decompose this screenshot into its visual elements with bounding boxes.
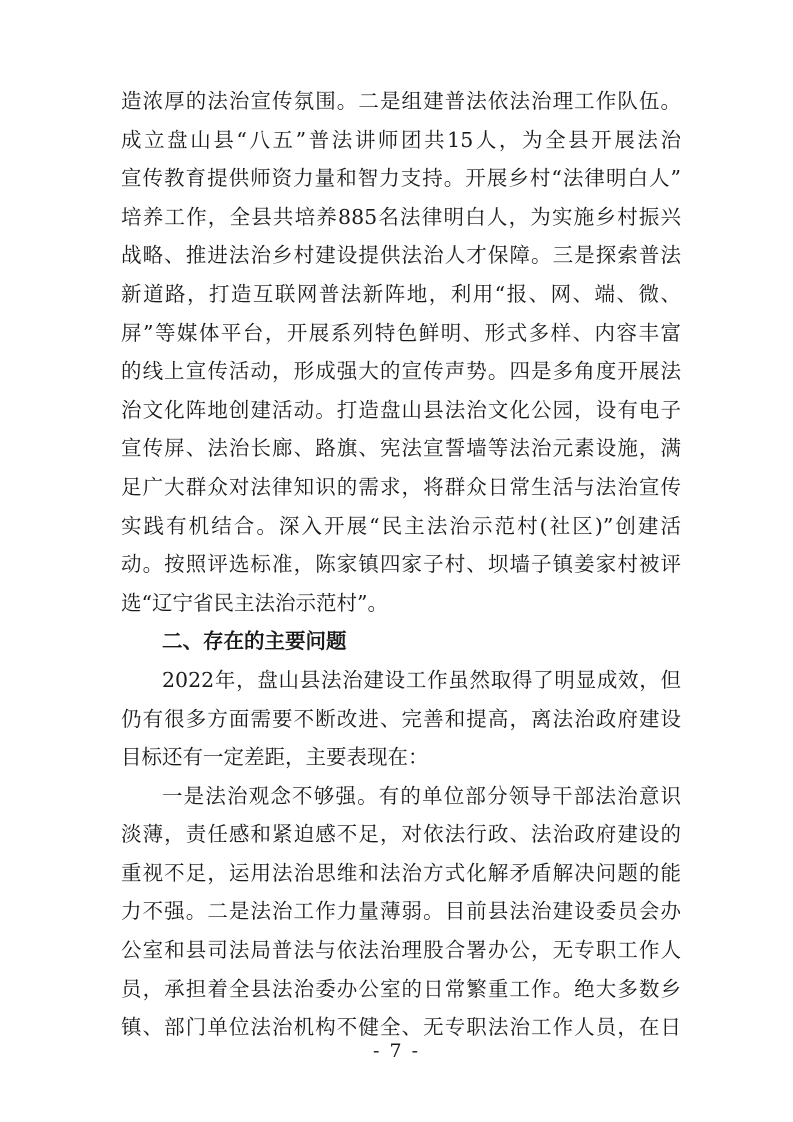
paragraph-line: 的线上宣传活动，形成强大的宣传声势。四是多角度开展法 (121, 359, 681, 384)
paragraph-line: 淡薄，责任感和紧迫感不足，对依法行政、法治政府建设的 (121, 822, 681, 847)
paragraph-line: 战略、推进法治乡村建设提供法治人才保障。三是探索普法 (121, 243, 681, 268)
paragraph-line: 培养工作，全县共培养885名法律明白人，为实施乡村振兴 (121, 204, 681, 229)
paragraph-line: 员，承担着全县法治委办公室的日常繁重工作。绝大多数乡 (121, 976, 681, 1001)
paragraph-line: 实践有机结合。深入开展“民主法治示范村(社区)”创建活 (121, 513, 681, 538)
paragraph-line: 力不强。二是法治工作力量薄弱。目前县法治建设委员会办 (121, 899, 681, 924)
paragraph-line: 治文化阵地创建活动。打造盘山县法治文化公园，设有电子 (121, 397, 681, 422)
paragraph-line: 宣传屏、法治长廊、路旗、宪法宣誓墙等法治元素设施，满 (121, 436, 681, 461)
paragraph-line: 重视不足，运用法治思维和法治方式化解矛盾解决问题的能 (121, 860, 681, 885)
paragraph-line: 宣传教育提供师资力量和智力支持。开展乡村“法律明白人” (121, 166, 681, 191)
paragraph-line: 2022年，盘山县法治建设工作虽然取得了明显成效，但 (162, 667, 681, 692)
paragraph-line: 仍有很多方面需要不断改进、完善和提高，离法治政府建设 (121, 706, 681, 731)
paragraph-line: 足广大群众对法律知识的需求，将群众日常生活与法治宣传 (121, 474, 681, 499)
paragraph-line: 造浓厚的法治宣传氛围。二是组建普法依法治理工作队伍。 (121, 89, 681, 113)
document-body (121, 82, 681, 1047)
paragraph-line: 新道路，打造互联网普法新阵地，利用“报、网、端、微、 (121, 281, 681, 306)
paragraph-line: 选“辽宁省民主法治示范村”。 (121, 590, 388, 615)
section-heading: 二、存在的主要问题 (162, 629, 347, 654)
paragraph-line: 目标还有一定差距，主要表现在： (121, 745, 429, 770)
page-number: - 7 - (372, 1040, 420, 1062)
paragraph-line: 一是法治观念不够强。有的单位部分领导干部法治意识 (162, 783, 681, 808)
paragraph-line: 成立盘山县“八五”普法讲师团共15人，为全县开展法治 (121, 127, 681, 152)
paragraph-line: 动。按照评选标准，陈家镇四家子村、坝墙子镇姜家村被评 (121, 552, 681, 577)
paragraph-line: 镇、部门单位法治机构不健全、无专职法治工作人员，在日 (121, 1015, 681, 1040)
paragraph-line: 屏”等媒体平台，开展系列特色鲜明、形式多样、内容丰富 (121, 320, 681, 345)
paragraph-line: 公室和县司法局普法与依法治理股合署办公，无专职工作人 (121, 938, 681, 963)
